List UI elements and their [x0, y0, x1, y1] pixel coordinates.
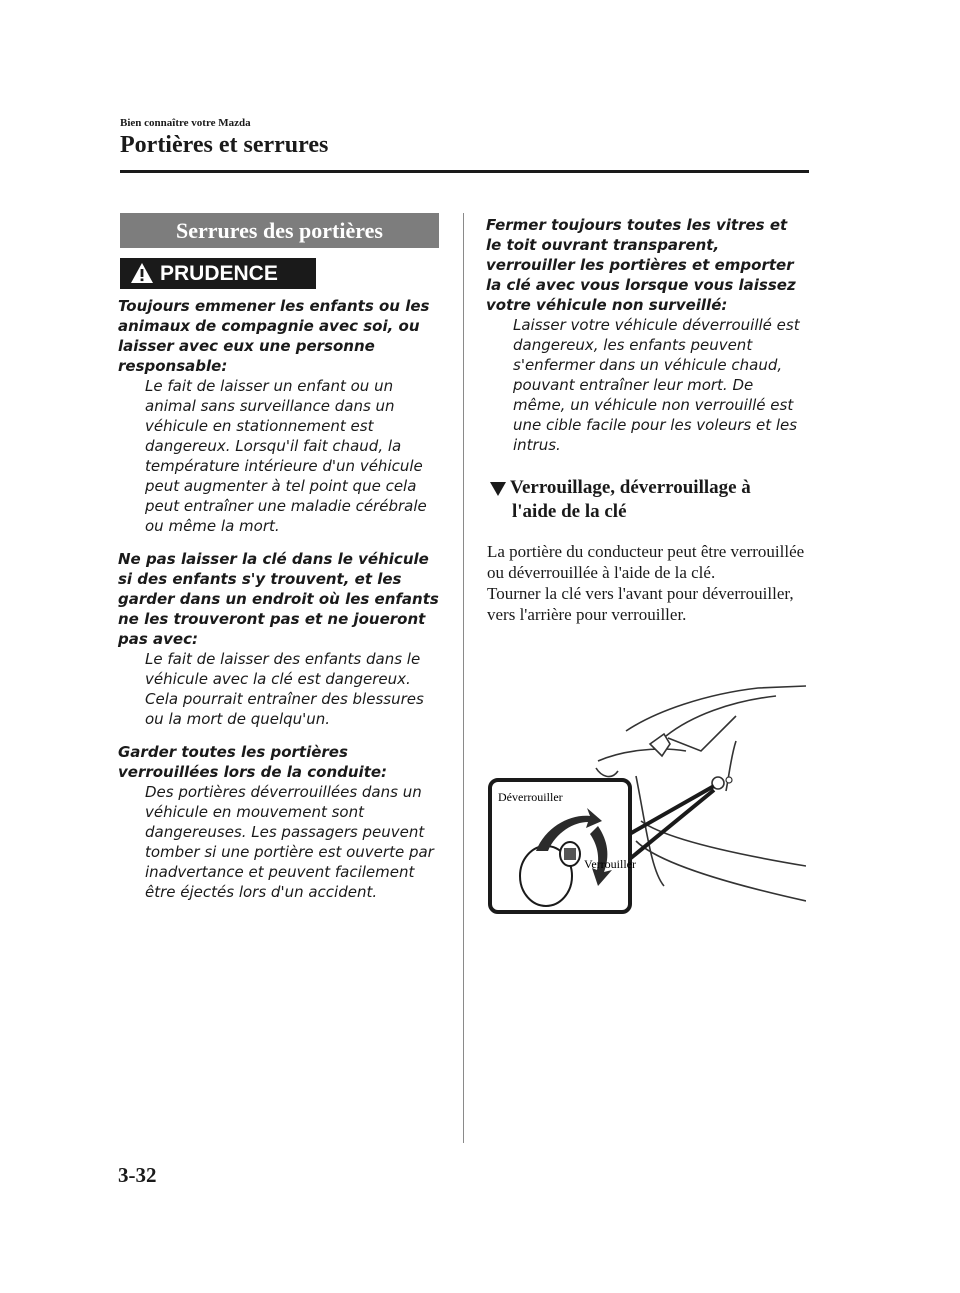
warning-heading: Fermer toujours toutes les vitres et le toit ouvrant transparent, verrouiller les portières et emporter la clé avec vous lorsque vous laissez votre véhicule non surveillé: — [486, 216, 796, 314]
subsection-heading — [490, 476, 810, 524]
door-lock-illustration — [486, 676, 806, 916]
unlock-label: Déverrouiller — [498, 790, 563, 804]
section-title: Portières et serrures — [120, 132, 329, 158]
paragraph: Tourner la clé vers l'avant pour déverrouiller, vers l'arrière pour verrouiller. — [487, 584, 794, 624]
chapter-title: Bien connaître votre Mazda — [120, 117, 251, 129]
caution-label: PRUDENCE — [160, 262, 278, 285]
warning-block — [118, 296, 443, 536]
warning-icon — [130, 261, 154, 285]
warning-block — [486, 215, 806, 455]
warning-block — [118, 742, 443, 902]
warning-heading: Ne pas laisser la clé dans le véhicule si des enfants s'y trouvent, et les garder dans un endroit où les enfants ne les trouveront pas et ne joueront pas avec: — [118, 550, 439, 648]
warning-heading: Toujours emmener les enfants ou les animaux de compagnie avec soi, ou laisser avec eux une personne responsable: — [118, 297, 430, 375]
left-warnings — [118, 296, 443, 915]
warning-body: Des portières déverrouillées dans un véhicule en mouvement sont dangereuses. Les passagers peuvent tomber si une portière est ouverte par inadvertance et peuvent facilement être éjectés lors d'un accident. — [145, 783, 434, 901]
paragraph: La portière du conducteur peut être verrouillée ou déverrouillée à l'aide de la clé. — [487, 542, 805, 582]
header-rule — [120, 170, 809, 173]
warning-body: Laisser votre véhicule déverrouillé est dangereux, les enfants peuvent s'enfermer dans un véhicule chaud, pouvant entraîner leur mort. De même, un véhicule non verrouillé est une cible facile pour les voleurs et les intrus. — [513, 316, 800, 454]
subsection-line1: Verrouillage, déverrouillage à — [510, 477, 751, 498]
warning-body: Le fait de laisser des enfants dans le véhicule avec la clé est dangereux. Cela pourrait entraîner des blessures ou la mort de quelqu'un. — [145, 650, 424, 728]
right-warnings — [486, 215, 806, 468]
topic-banner: Serrures des portières — [120, 213, 439, 248]
side-mirror — [650, 734, 670, 756]
warning-block — [118, 549, 443, 729]
triangle-marker-icon — [490, 482, 506, 496]
page-number: 3-32 — [118, 1163, 157, 1187]
subsection-line2: l'aide de la clé — [512, 501, 627, 522]
warning-heading: Garder toutes les portières verrouillées lors de la conduite: — [118, 743, 388, 781]
body-text — [487, 541, 807, 625]
lock-label: Verrouiller — [584, 857, 636, 871]
column-divider — [463, 213, 464, 1143]
warning-body: Le fait de laisser un enfant ou un animal sans surveillance dans un véhicule en stationnement est dangereux. Lorsqu'il fait chaud, la température intérieure d'un véhicule peut augmenter à tel point que cela peut entraîner une maladie cérébrale ou même la mort. — [145, 377, 427, 535]
caution-box — [120, 258, 316, 289]
